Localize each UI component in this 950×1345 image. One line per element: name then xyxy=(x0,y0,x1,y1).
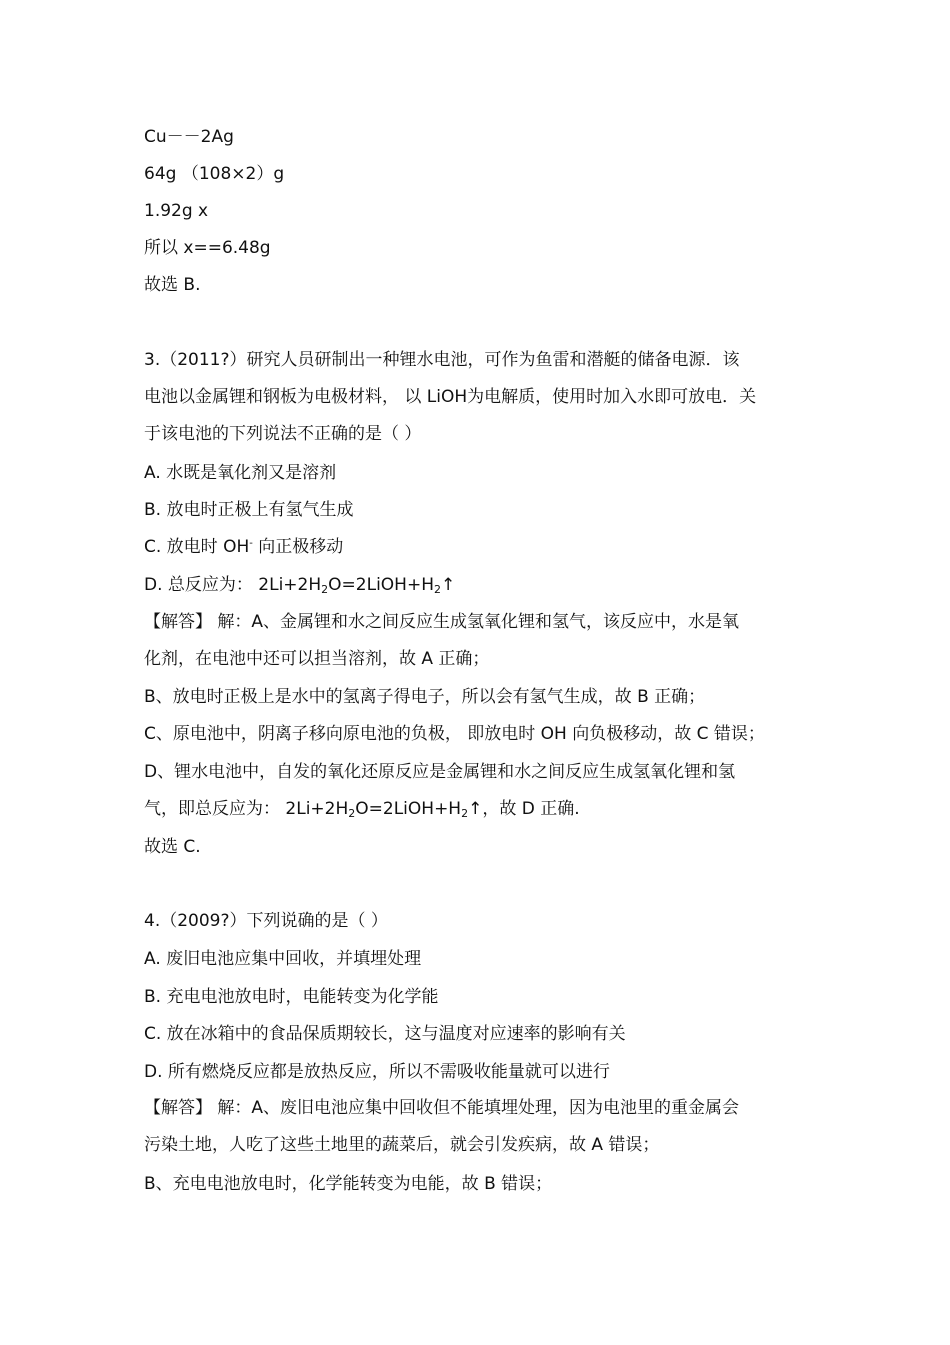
q4-answer-line-3: B、充电电池放电时，化学能转变为电能，故 B 错误； xyxy=(144,1174,553,1194)
q3-answer-line-6-sub-2: 2 xyxy=(461,807,469,820)
q4-answer-line-1: 【解答】 解：A、废旧电池应集中回收但不能填埋处理，因为电池里的重金属会 xyxy=(144,1098,740,1118)
q3-option-c xyxy=(144,535,343,559)
q4-stem: 4.（2009?）下列说确的是（ ） xyxy=(144,911,388,931)
q3-option-d xyxy=(144,573,455,597)
q3-option-d-text-mid: O=2LiOH+H xyxy=(328,575,434,595)
q3-answer-line-6-text-end: ↑，故 D 正确. xyxy=(468,799,580,819)
q3-answer-line-6-sub: 2 xyxy=(348,807,356,820)
work-line-4: 所以 x==6.48g xyxy=(144,238,271,258)
q3-option-c-text: C. 放电时 OH xyxy=(144,537,250,557)
q4-option-c: C. 放在冰箱中的食品保质期较长，这与温度对应速率的影响有关 xyxy=(144,1024,626,1044)
q3-answer-line-2: 化剂，在电池中还可以担当溶剂，故 A 正确； xyxy=(144,649,490,669)
q3-option-a: A. 水既是氧化剂又是溶剂 xyxy=(144,463,337,483)
q3-stem-line-3: 于该电池的下列说法不正确的是（ ） xyxy=(144,424,422,444)
q3-answer-line-3: B、放电时正极上是水中的氢离子得电子，所以会有氢气生成，故 B 正确； xyxy=(144,687,706,707)
q3-option-d-text: D. 总反应为： 2Li+2H xyxy=(144,575,322,595)
q3-option-c-text-end: 向正极移动 xyxy=(252,537,344,557)
q3-answer-line-6-text-mid: O=2LiOH+H xyxy=(355,799,462,819)
work-line-2: 64g （108×2）g xyxy=(144,164,285,184)
q3-stem-line-2: 电池以金属锂和钢板为电极材料， 以 LiOH为电解质，使用时加入水即可放电．关 xyxy=(144,387,757,407)
q3-answer-line-5: D、锂水电池中，自发的氧化还原反应是金属锂和水之间反应生成氢氧化锂和氢 xyxy=(144,762,736,782)
work-line-3: 1.92g x xyxy=(144,201,209,221)
q3-option-b: B. 放电时正极上有氢气生成 xyxy=(144,500,354,520)
q3-option-d-sub: 2 xyxy=(321,583,329,596)
q3-option-d-sub-2: 2 xyxy=(433,583,441,596)
q3-answer-line-4: C、原电池中，阴离子移向原电池的负极， 即放电时 OH 向负极移动，故 C 错误； xyxy=(144,724,765,744)
q3-option-d-text-end: ↑ xyxy=(440,575,456,595)
q3-answer-line-7: 故选 C. xyxy=(144,837,201,857)
q4-option-b: B. 充电电池放电时，电能转变为化学能 xyxy=(144,987,439,1007)
q3-answer-line-6 xyxy=(144,797,580,821)
q3-stem-line-1: 3.（2011?）研究人员研制出一种锂水电池，可作为鱼雷和潜艇的储备电源．该 xyxy=(144,350,740,370)
q3-answer-line-1: 【解答】 解：A、金属锂和水之间反应生成氢氧化锂和氢气，该反应中，水是氧 xyxy=(144,612,740,632)
q4-option-d: D. 所有燃烧反应都是放热反应，所以不需吸收能量就可以进行 xyxy=(144,1062,610,1082)
work-line-5: 故选 B. xyxy=(144,275,201,295)
q4-answer-line-2: 污染土地，人吃了这些土地里的蔬菜后，就会引发疾病，故 A 错误； xyxy=(144,1135,660,1155)
q3-answer-line-6-text: 气，即总反应为： 2Li+2H xyxy=(144,799,349,819)
q4-option-a: A. 废旧电池应集中回收，并填埋处理 xyxy=(144,949,422,969)
work-line-1: Cu－－2Ag xyxy=(144,127,234,147)
q3-option-c-charge: - xyxy=(249,538,253,549)
